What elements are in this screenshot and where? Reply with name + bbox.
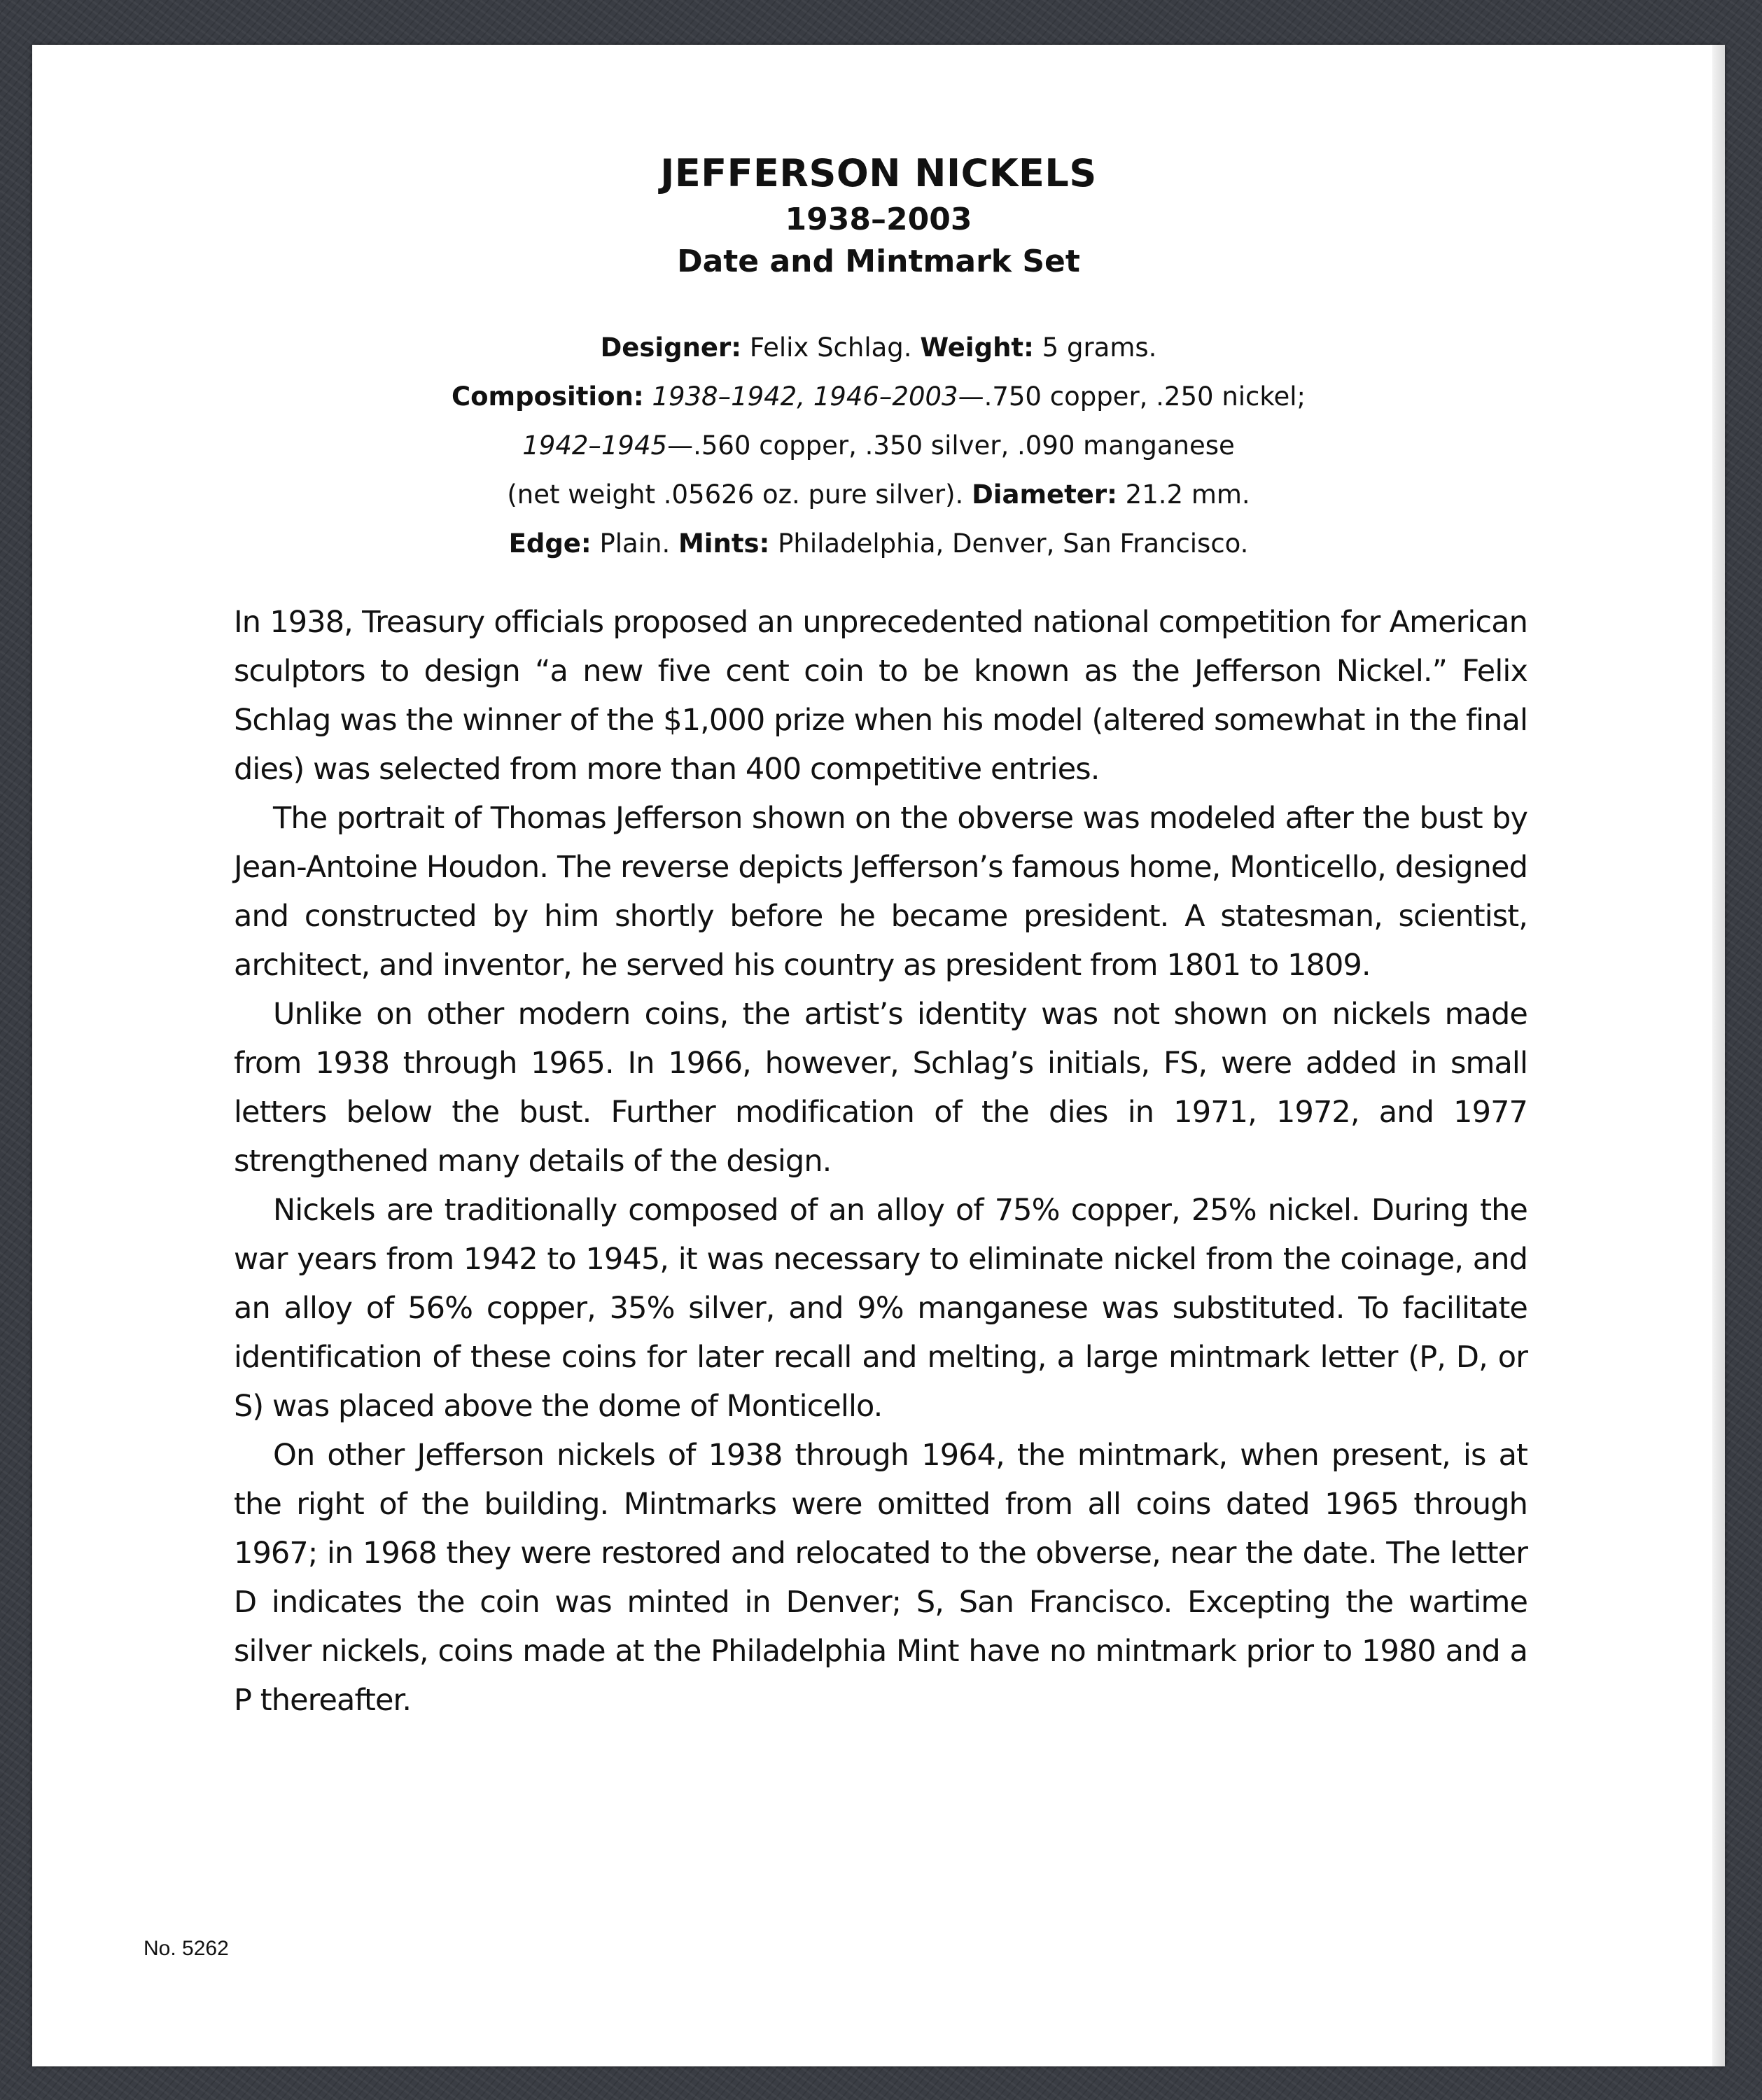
date-range: 1938–2003: [785, 202, 972, 237]
mints-label: Mints:: [678, 528, 770, 559]
designer-value: Felix Schlag.: [741, 332, 921, 363]
paragraph-alloy: Nickels are traditionally composed of an alloy of 75% copper, 25% nickel. During the war years from 1942 to 1945, it was necessary to eliminate nickel from the coinage, and an alloy of 56% copper, 35% silver, and 9% manganese was substituted. To facilitate identification of these coins for later recall and melting, a large mintmark letter (P, D, or S) was placed above the dome of Monticello.: [234, 1193, 1527, 1424]
designer-label: Designer:: [600, 332, 742, 363]
mints-value: Philadelphia, Denver, San Francisco.: [769, 528, 1249, 559]
spec-line-designer-weight: [32, 323, 1725, 372]
spec-line-net-weight-diameter: [32, 470, 1725, 519]
set-subtitle: Date and Mintmark Set: [677, 244, 1080, 279]
paragraph-competition: In 1938, Treasury officials proposed an unprecedented national competition for American sculptors to design “a new five cent coin to be known as the Jefferson Nickel.” Felix Schlag was the winner of the $1,000 prize when his model (altered somewhat in the final dies) was selected from more than 400 competitive entries.: [234, 605, 1527, 787]
spec-line-edge-mints: [32, 519, 1725, 568]
edge-value: Plain.: [591, 528, 678, 559]
spec-line-composition: [32, 372, 1725, 421]
paragraph-portrait: The portrait of Thomas Jefferson shown on the obverse was modeled after the bust by Jean-Antoine Houdon. The reverse depicts Jefferson’s famous home, Monticello, designed and constructed by him shortly before he became president. A statesman, scientist, architect, and inventor, he served his country as president from 1801 to 1809.: [234, 801, 1527, 983]
composition-value-1: —.750 copper, .250 nickel;: [958, 382, 1306, 412]
composition-label: Composition:: [451, 382, 644, 412]
paragraph-artist-identity: Unlike on other modern coins, the artist’s identity was not shown on nickels made from 1938 through 1965. In 1966, however, Schlag’s initials, FS, were added in small letters below the bust. Further modification of the dies in 1971, 1972, and 1977 strengthened many details of the design.: [234, 997, 1527, 1179]
diameter-label: Diameter:: [972, 479, 1117, 510]
catalog-number: No. 5262: [144, 1937, 229, 1960]
composition-value-2: —.560 copper, .350 silver, .090 manganese: [667, 430, 1235, 461]
weight-value: 5 grams.: [1033, 332, 1157, 363]
album-page: [32, 45, 1725, 2066]
page-title: JEFFERSON NICKELS: [660, 151, 1097, 195]
history-text: [234, 598, 1527, 1725]
composition-years-2: 1942–1945: [522, 430, 668, 461]
spec-line-wartime-composition: [32, 421, 1725, 470]
paragraph-mintmark: On other Jefferson nickels of 1938 through 1964, the mintmark, when present, is at the right of the building. Mintmarks were omitted from all coins dated 1965 through 1967; in 1968 they were restored and relocated to the obverse, near the date. The letter D indicates the coin was minted in Denver; S, San Francisco. Excepting the wartime silver nickels, coins made at the Philadelphia Mint have no mintmark prior to 1980 and a P thereafter.: [234, 1438, 1527, 1718]
diameter-value: 21.2 mm.: [1117, 479, 1250, 510]
net-weight: (net weight .05626 oz. pure silver).: [507, 479, 972, 510]
edge-label: Edge:: [508, 528, 592, 559]
composition-years-1: 1938–1942, 1946–2003: [643, 382, 958, 412]
specifications: [32, 323, 1725, 568]
weight-label: Weight:: [920, 332, 1034, 363]
